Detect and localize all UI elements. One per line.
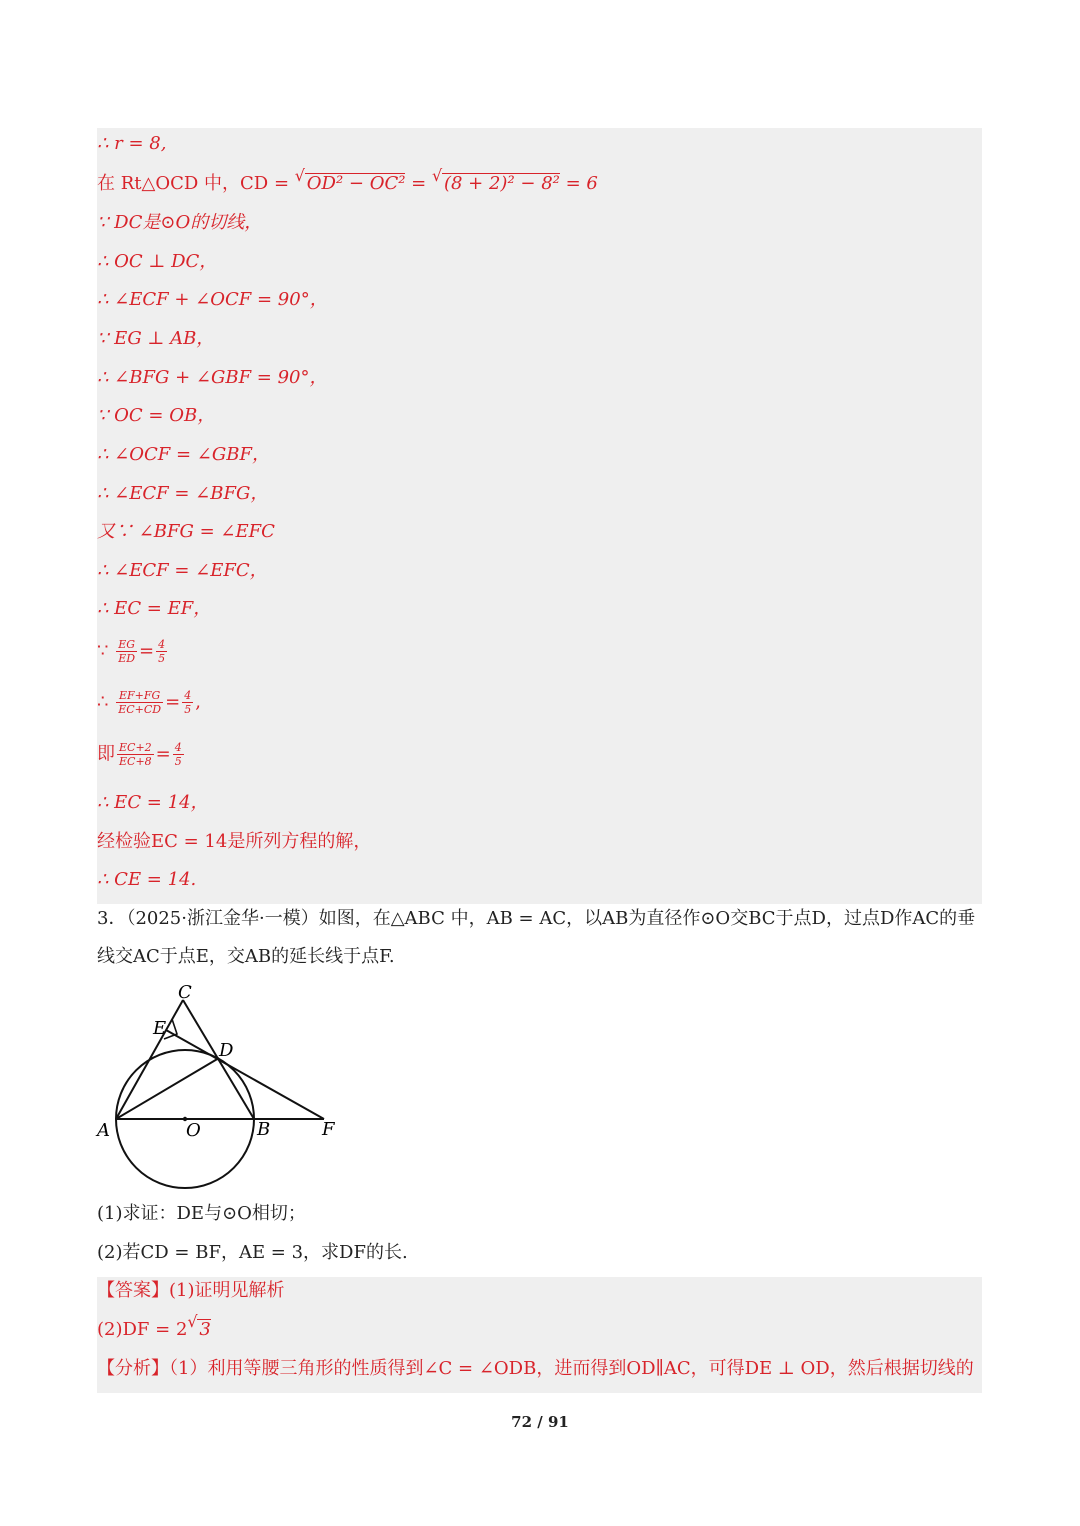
label-a: A [97, 1120, 110, 1141]
answer-text: (1)证明见解析 [169, 1280, 285, 1301]
sqrt-expression: √ 3 [197, 1319, 210, 1340]
solution-text: 在 Rt△OCD 中，CD = [97, 173, 295, 194]
question-text [97, 900, 982, 976]
solution-line: ∴ EC = EF， [97, 598, 212, 619]
solution-line: ∴ ∠ECF = ∠EFC， [97, 560, 268, 581]
question-part-1: (1)求证：DE与⊙O相切； [97, 1203, 306, 1224]
solution-line: ∴ r = 8, [97, 133, 167, 154]
solution-line: ∵ DC是⊙O的切线， [97, 212, 263, 233]
answer-line-1 [97, 1279, 285, 1303]
fraction: $\frac{EG}{ED}$ [118, 638, 136, 665]
solution-line: ∴ EC = 14， [97, 792, 209, 813]
sqrt-expression: √ (8 + 2)² − 8² [442, 173, 560, 194]
fraction: $\frac{EC+2}{EC+8}$ [119, 741, 152, 768]
answer-prefix: (2)DF = 2 [97, 1319, 188, 1340]
label-c: C [178, 982, 192, 1003]
analysis-text: （1）利用等腰三角形的性质得到∠C = ∠ODB，进而得到OD∥AC，可得DE ⊥ OD，然后根据切线的 [169, 1358, 974, 1379]
fraction: $\frac{EF+FG}{EC+CD}$ [118, 689, 162, 716]
page-number: 72 / 91 [511, 1413, 569, 1431]
label-d: D [219, 1040, 234, 1061]
solution-text: ∴ [97, 691, 109, 713]
segment-ac [116, 1000, 183, 1119]
answer-line-2 [97, 1318, 211, 1342]
solution-line: ∴ ∠OCF = ∠GBF， [97, 444, 270, 465]
solution-line: ∴ CE = 14. [97, 869, 197, 890]
solution-line: ∴ OC ⊥ DC， [97, 251, 218, 272]
segment-ad [116, 1058, 219, 1119]
solution-line: ∴ ∠ECF + ∠OCF = 90°， [97, 289, 328, 310]
fraction: $\frac{4}{5}$ [174, 741, 182, 768]
solution-line: ∵ $\frac{EG}{ED}$ = $\frac{4}{5}$ [97, 638, 166, 665]
solution-line: ∵ EG ⊥ AB， [97, 328, 215, 349]
label-b: B [257, 1119, 271, 1140]
fraction: $\frac{4}{5}$ [184, 689, 192, 716]
solution-line: 即 $\frac{EC+2}{EC+8}$ = $\frac{4}{5}$ [97, 741, 182, 768]
solution-line: 经检验EC = 14是所列方程的解， [97, 831, 372, 852]
solution-line: 又∵ ∠BFG = ∠EFC [97, 521, 275, 542]
analysis-line [97, 1357, 974, 1381]
label-o: O [186, 1120, 201, 1141]
question-part-2: (2)若CD = BF，AE = 3，求DF的长. [97, 1242, 408, 1263]
geometry-figure [95, 982, 355, 1192]
solution-block [97, 128, 982, 904]
solution-line: ∴ ∠BFG + ∠GBF = 90°， [97, 367, 328, 388]
solution-line: ∴ ∠ECF = ∠BFG， [97, 483, 269, 504]
question-line-1: 3．（2025·浙江金华·一模）如图，在△ABC 中，AB = AC，以AB为直径作⊙O交BC于点D，过点D作AC的垂 [97, 908, 976, 929]
solution-line: ∵ OC = OB， [97, 405, 216, 426]
solution-line: ∴ $\frac{EF+FG}{EC+CD}$ = $\frac{4}{5}$ , [97, 689, 201, 716]
result-value: = 6 [565, 173, 598, 194]
solution-text: ∵ [97, 640, 109, 662]
label-e: E [153, 1018, 167, 1039]
analysis-tag: 【分析】 [97, 1358, 169, 1379]
fraction: $\frac{4}{5}$ [158, 638, 166, 665]
sqrt-expression: √ OD² − OC² [305, 173, 406, 194]
question-line-2: 线交AC于点E，交AB的延长线于点F. [97, 946, 395, 967]
solution-line: 在 Rt△OCD 中，CD = √ OD² − OC² = √ (8 + 2)² − 8² = 6 [97, 172, 598, 196]
label-f: F [322, 1119, 335, 1140]
solution-text: 即 [97, 743, 115, 765]
answer-tag: 【答案】 [97, 1280, 169, 1301]
